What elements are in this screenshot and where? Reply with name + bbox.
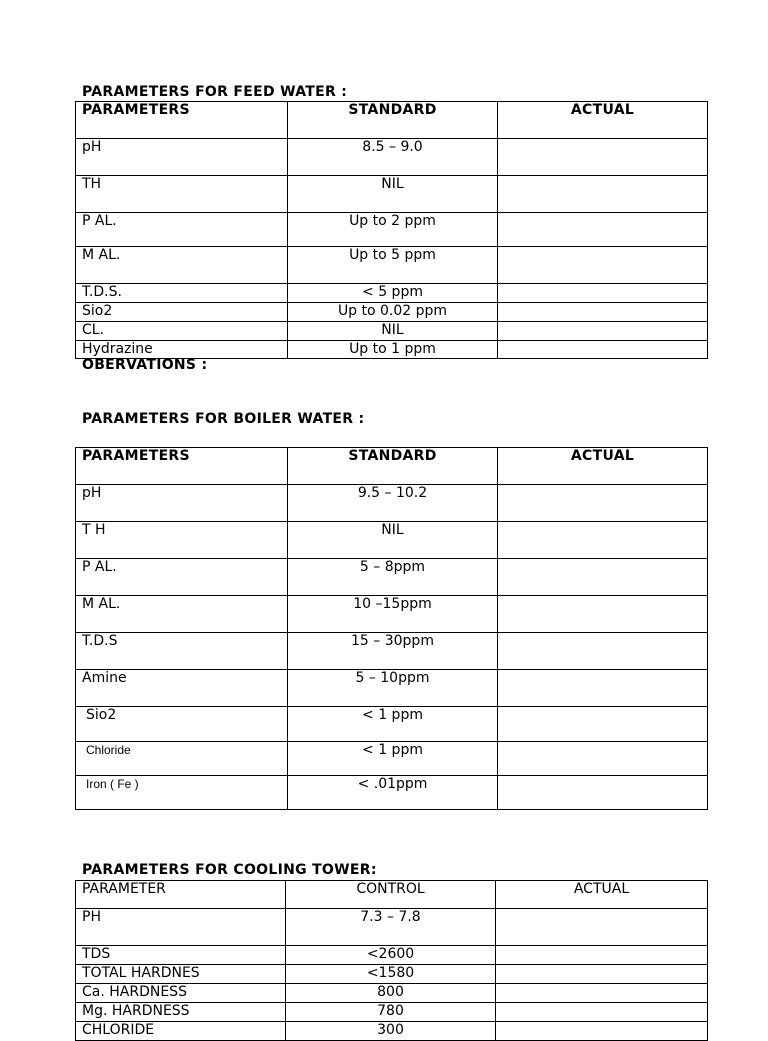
actual-cell[interactable] — [498, 522, 708, 559]
actual-cell[interactable] — [498, 176, 708, 213]
table-row — [76, 909, 708, 946]
standard-cell: 10 –15ppm — [288, 596, 498, 633]
column-header-parameters: PARAMETERS — [76, 448, 288, 485]
table-row — [76, 176, 708, 213]
actual-cell[interactable] — [498, 776, 708, 810]
table-row — [76, 213, 708, 247]
parameter-cell: CL. — [76, 322, 288, 341]
table-row — [76, 1022, 708, 1041]
table-row — [76, 247, 708, 284]
parameter-cell: Chloride — [76, 742, 288, 776]
actual-cell[interactable] — [498, 485, 708, 522]
column-header-parameters: PARAMETERS — [76, 102, 288, 139]
actual-cell[interactable] — [498, 247, 708, 284]
parameter-cell: TOTAL HARDNES — [76, 965, 286, 984]
standard-cell: 5 – 10ppm — [288, 670, 498, 707]
boiler-water-heading: PARAMETERS FOR BOILER WATER : — [82, 411, 365, 427]
table-row — [76, 284, 708, 303]
table-header-row — [76, 102, 708, 139]
parameter-cell: PH — [76, 909, 286, 946]
table-row — [76, 1003, 708, 1022]
parameter-cell: T.D.S — [76, 633, 288, 670]
standard-cell: Up to 5 ppm — [288, 247, 498, 284]
actual-cell[interactable] — [498, 633, 708, 670]
control-cell: 780 — [286, 1003, 496, 1022]
parameter-cell: P AL. — [76, 559, 288, 596]
parameter-cell: M AL. — [76, 596, 288, 633]
actual-cell[interactable] — [496, 965, 708, 984]
standard-cell: 9.5 – 10.2 — [288, 485, 498, 522]
actual-cell[interactable] — [498, 596, 708, 633]
standard-cell: 15 – 30ppm — [288, 633, 498, 670]
table-header-row — [76, 881, 708, 909]
cooling-tower-table — [75, 880, 708, 1041]
column-header-actual: ACTUAL — [498, 102, 708, 139]
actual-cell[interactable] — [496, 946, 708, 965]
column-header-actual: ACTUAL — [498, 448, 708, 485]
actual-cell[interactable] — [496, 1003, 708, 1022]
standard-cell: < 1 ppm — [288, 707, 498, 742]
parameter-cell: CHLORIDE — [76, 1022, 286, 1041]
parameter-cell: TH — [76, 176, 288, 213]
parameter-cell: T H — [76, 522, 288, 559]
table-row — [76, 303, 708, 322]
parameter-cell: Iron ( Fe ) — [76, 776, 288, 810]
parameter-cell: pH — [76, 485, 288, 522]
actual-cell[interactable] — [498, 322, 708, 341]
standard-cell: NIL — [288, 322, 498, 341]
table-row — [76, 139, 708, 176]
actual-cell[interactable] — [496, 909, 708, 946]
table-row — [76, 633, 708, 670]
table-row — [76, 522, 708, 559]
control-cell: <2600 — [286, 946, 496, 965]
parameter-cell: Mg. HARDNESS — [76, 1003, 286, 1022]
actual-cell[interactable] — [496, 1022, 708, 1041]
table-row — [76, 485, 708, 522]
table-row — [76, 559, 708, 596]
column-header-standard: STANDARD — [288, 448, 498, 485]
table-row — [76, 776, 708, 810]
table-row — [76, 596, 708, 633]
actual-cell[interactable] — [498, 707, 708, 742]
parameter-cell: Ca. HARDNESS — [76, 984, 286, 1003]
standard-cell: < 5 ppm — [288, 284, 498, 303]
boiler-water-table — [75, 447, 708, 810]
parameter-cell: Sio2 — [76, 303, 288, 322]
standard-cell: Up to 0.02 ppm — [288, 303, 498, 322]
control-cell: 300 — [286, 1022, 496, 1041]
table-header-row — [76, 448, 708, 485]
feed-water-heading: PARAMETERS FOR FEED WATER : — [82, 84, 348, 100]
column-header-actual: ACTUAL — [496, 881, 708, 909]
standard-cell: < 1 ppm — [288, 742, 498, 776]
observations-label: OBERVATIONS : — [82, 357, 208, 373]
column-header-parameter: PARAMETER — [76, 881, 286, 909]
actual-cell[interactable] — [498, 213, 708, 247]
table-row — [76, 322, 708, 341]
standard-cell: < .01ppm — [288, 776, 498, 810]
actual-cell[interactable] — [496, 984, 708, 1003]
actual-cell[interactable] — [498, 303, 708, 322]
actual-cell[interactable] — [498, 670, 708, 707]
actual-cell[interactable] — [498, 341, 708, 359]
actual-cell[interactable] — [498, 284, 708, 303]
control-cell: 7.3 – 7.8 — [286, 909, 496, 946]
feed-water-table — [75, 101, 708, 359]
table-row — [76, 341, 708, 359]
actual-cell[interactable] — [498, 742, 708, 776]
table-row — [76, 670, 708, 707]
parameter-cell: P AL. — [76, 213, 288, 247]
parameter-cell: pH — [76, 139, 288, 176]
parameter-cell: M AL. — [76, 247, 288, 284]
standard-cell: Up to 1 ppm — [288, 341, 498, 359]
control-cell: 800 — [286, 984, 496, 1003]
standard-cell: NIL — [288, 522, 498, 559]
parameter-cell: T.D.S. — [76, 284, 288, 303]
control-cell: <1580 — [286, 965, 496, 984]
standard-cell: Up to 2 ppm — [288, 213, 498, 247]
standard-cell: 8.5 – 9.0 — [288, 139, 498, 176]
standard-cell: 5 – 8ppm — [288, 559, 498, 596]
column-header-standard: STANDARD — [288, 102, 498, 139]
parameter-cell: Sio2 — [76, 707, 288, 742]
table-row — [76, 742, 708, 776]
table-row — [76, 965, 708, 984]
parameter-cell: TDS — [76, 946, 286, 965]
table-row — [76, 984, 708, 1003]
standard-cell: NIL — [288, 176, 498, 213]
table-row — [76, 707, 708, 742]
parameter-cell: Amine — [76, 670, 288, 707]
parameter-cell: Hydrazine — [76, 341, 288, 359]
cooling-tower-heading: PARAMETERS FOR COOLING TOWER: — [82, 862, 377, 878]
column-header-control: CONTROL — [286, 881, 496, 909]
actual-cell[interactable] — [498, 139, 708, 176]
table-row — [76, 946, 708, 965]
actual-cell[interactable] — [498, 559, 708, 596]
